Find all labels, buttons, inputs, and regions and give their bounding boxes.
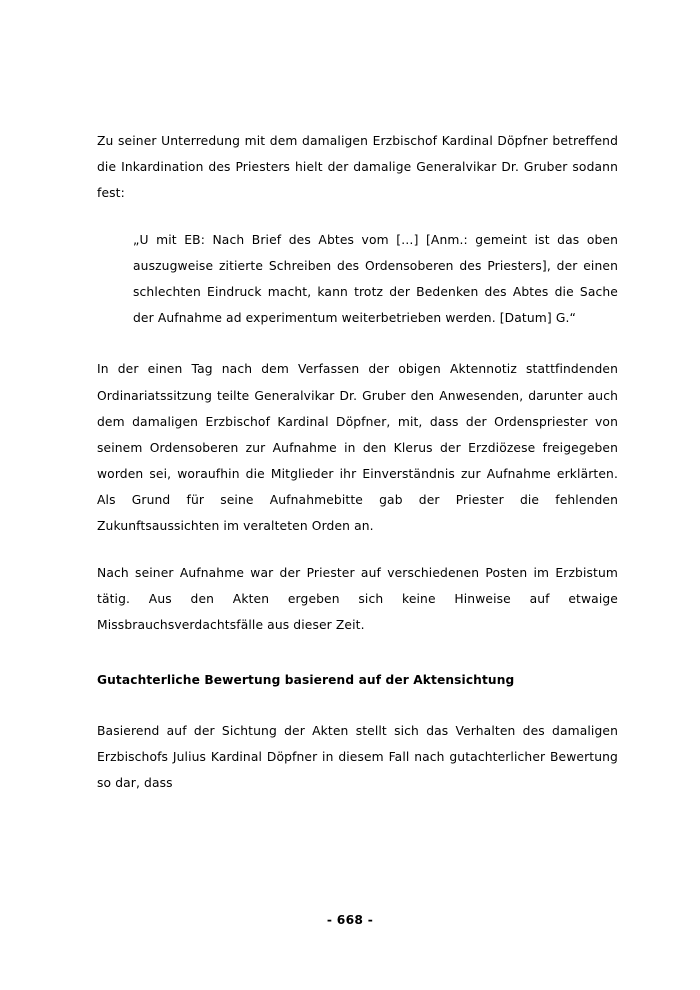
paragraph-bewertung: Basierend auf der Sichtung der Akten stellt sich das Verhalten des damaligen Erzbischofs Julius Kardinal Döpfner in diesem Fall nach gutachterlicher Bewertung so dar, dass: [97, 723, 618, 790]
paragraph-ordinariatssitzung: In der einen Tag nach dem Verfassen der obigen Aktennotiz stattfindenden Ordinariatssitzung teilte Generalvikar Dr. Gruber den Anwesenden, darunter auch dem damaligen Erzbischof Kardinal Döpfner, mit, dass der Ordenspriester von seinem Ordensoberen zur Aufnahme in den Klerus der Erzdiözese freigegeben worden sei, woraufhin die Mitglieder ihr Einverständnis zur Aufnahme erklärten. Als Grund für seine Aufnahmebitte gab der Priester die fehlenden Zukunftsaussichten im veralteten Orden an.: [97, 362, 618, 533]
section-heading: Gutachterliche Bewertung basierend auf der Aktensichtung: [97, 673, 515, 688]
page-number: - 668 -: [326, 913, 374, 927]
blockquote-citation: [97, 227, 618, 331]
blockquote-text: „U mit EB: Nach Brief des Abtes vom […] [Anm.: gemeint ist das oben auszugweise zitierte Schreiben des Ordensoberen des Priesters], der einen schlechten Eindruck macht, kann trotz der Bedenken des Abtes die Sache der Aufnahme ad experimentum weiterbetrieben werden. [Datum] G.“: [133, 233, 618, 326]
paragraph-nach-aufnahme: Nach seiner Aufnahme war der Priester auf verschiedenen Posten im Erzbistum tätig. Aus den Akten ergeben sich keine Hinweise auf etwaige Missbrauchsverdachtsfälle aus dieser Zeit.: [97, 565, 618, 632]
paragraph-intro: Zu seiner Unterredung mit dem damaligen Erzbischof Kardinal Döpfner betreffend die Inkardination des Priesters hielt der damalige Generalvikar Dr. Gruber sodann fest:: [97, 134, 618, 201]
